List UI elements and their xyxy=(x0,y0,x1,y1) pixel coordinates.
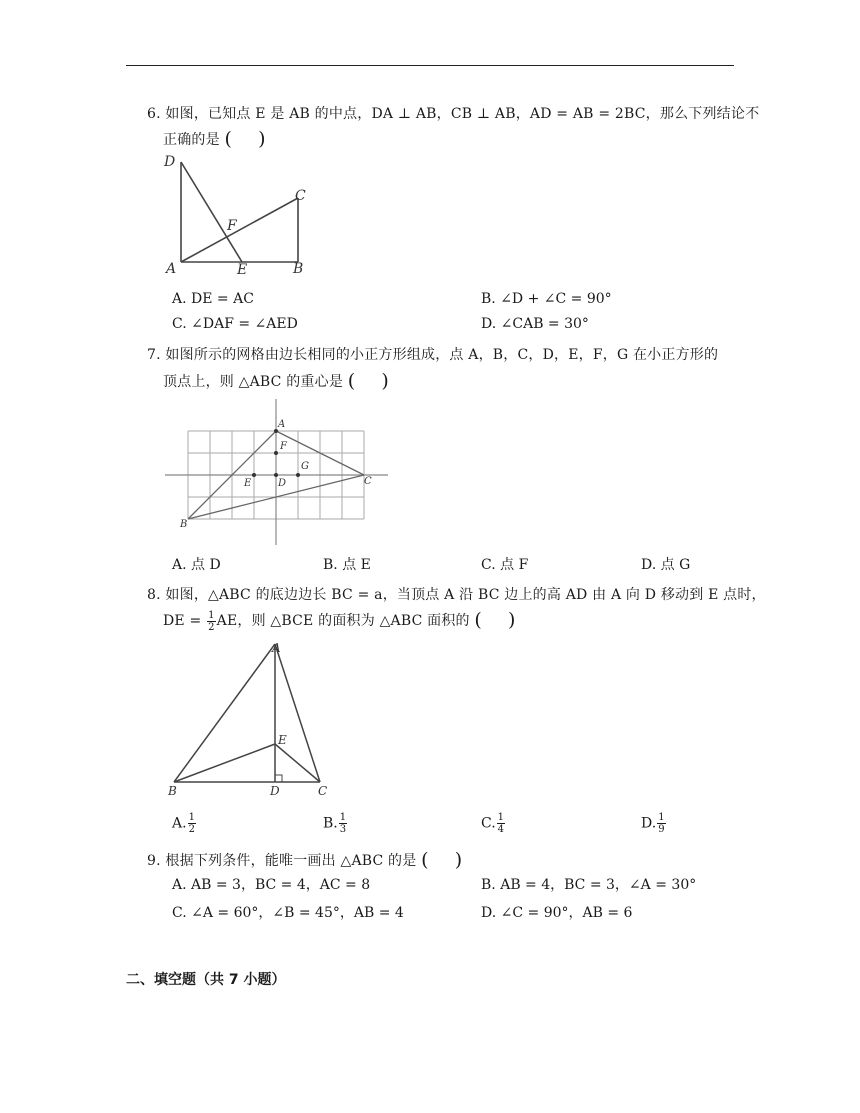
q8-option-d-fraction xyxy=(657,812,665,835)
q6-text-line1: 如图，已知点 E 是 AB 的中点，DA ⊥ AB，CB ⊥ AB，AD = AB = 2BC，那么下列结论不 xyxy=(165,106,760,122)
header-rule xyxy=(126,65,734,66)
q9-option-d-text: ∠C = 90°，AB = 6 xyxy=(500,905,633,921)
q9-option-b-letter: B. xyxy=(481,877,496,893)
q8-option-c[interactable] xyxy=(481,812,506,835)
q6-option-b-text: ∠D + ∠C = 90° xyxy=(500,291,612,307)
q9-option-a-letter: A. xyxy=(172,877,187,893)
q8-number: 8. xyxy=(147,587,161,603)
q8-option-b-fraction xyxy=(339,812,347,835)
q6-line2 xyxy=(163,127,266,149)
q6-option-a-text: DE = AC xyxy=(191,291,254,307)
q7-option-c-letter: C. xyxy=(481,557,496,573)
q8-right-angle-mark xyxy=(275,775,282,782)
q6-number: 6. xyxy=(147,106,161,122)
q6-option-c-text: ∠DAF = ∠AED xyxy=(191,316,298,332)
q8-text-line2-post: AE，则 △BCE 的面积为 △ABC 面积的 xyxy=(216,613,470,629)
q7-point-E xyxy=(252,473,256,477)
q6-label-C: C xyxy=(295,188,306,204)
q7-option-c[interactable] xyxy=(481,554,528,574)
q7-figure xyxy=(160,395,392,547)
q7-option-b-text: 点 E xyxy=(342,557,371,573)
q9-option-a[interactable] xyxy=(172,874,370,894)
q7-point-F xyxy=(274,451,278,455)
q7-label-F: F xyxy=(280,441,287,452)
q8-option-b-den: 3 xyxy=(339,824,347,835)
q8-option-a-num: 1 xyxy=(188,812,195,823)
q6-text-line2: 正确的是 xyxy=(163,132,220,148)
q6-line1 xyxy=(147,103,759,123)
q9-option-a-text: AB = 3，BC = 4，AC = 8 xyxy=(191,877,371,893)
q6-option-a[interactable] xyxy=(172,291,254,307)
q8-option-a[interactable] xyxy=(172,812,197,835)
q8-option-a-letter: A. xyxy=(172,815,187,832)
q9-answer-paren-close: ) xyxy=(454,849,463,871)
q7-line1 xyxy=(147,344,718,364)
q7-option-a-text: 点 D xyxy=(191,557,221,573)
q7-point-D xyxy=(274,473,278,477)
q8-option-b[interactable] xyxy=(323,812,348,835)
q8-figure xyxy=(160,638,340,800)
q8-option-c-letter: C. xyxy=(481,815,496,832)
q6-segment-DE xyxy=(181,162,242,262)
q8-text-line1: 如图，△ABC 的底边边长 BC = a，当顶点 A 沿 BC 边上的高 AD 由 A 向 D 移动到 E 点时， xyxy=(165,587,766,603)
q6-option-d-letter: D. xyxy=(481,316,497,332)
q7-option-b[interactable] xyxy=(323,554,371,574)
q8-label-A: A xyxy=(272,641,281,655)
q9-text-line1: 根据下列条件，能唯一画出 △ABC 的是 xyxy=(165,853,417,869)
q7-option-a-letter: A. xyxy=(172,557,187,573)
q7-text-line2: 顶点上，则 △ABC 的重心是 xyxy=(163,374,344,390)
q8-segment-AB xyxy=(174,644,275,782)
q9-option-d-letter: D. xyxy=(481,905,497,921)
q8-fraction xyxy=(207,610,216,633)
q6-option-b[interactable] xyxy=(481,291,612,307)
q8-fraction-num: 1 xyxy=(208,609,215,621)
q8-option-d-letter: D. xyxy=(641,815,657,832)
q6-answer-paren-open: ( xyxy=(224,128,233,150)
q9-option-c-text: ∠A = 60°，∠B = 45°，AB = 4 xyxy=(191,905,404,921)
q6-answer-paren-close: ) xyxy=(258,128,266,150)
q7-answer-paren-close: ) xyxy=(381,370,389,392)
q7-label-A: A xyxy=(278,419,286,430)
q9-number: 9. xyxy=(147,853,161,869)
q8-option-c-fraction xyxy=(497,812,505,835)
q9-line1 xyxy=(147,848,462,870)
q6-figure xyxy=(160,150,320,280)
q8-option-b-letter: B. xyxy=(323,815,338,832)
q9-answer-paren-open: ( xyxy=(421,849,429,871)
q6-label-E: E xyxy=(237,262,248,278)
q7-line2 xyxy=(163,369,389,391)
q9-option-c[interactable] xyxy=(172,902,404,922)
q7-label-D: D xyxy=(278,478,287,489)
q6-label-F: F xyxy=(227,218,237,234)
q7-option-b-letter: B. xyxy=(323,557,338,573)
q7-label-E: E xyxy=(244,478,252,489)
q8-option-c-den: 4 xyxy=(497,824,505,835)
q8-answer-paren-open: ( xyxy=(474,609,483,631)
q6-option-c[interactable] xyxy=(172,316,298,332)
q8-segment-AC xyxy=(275,644,320,782)
q7-option-d-letter: D. xyxy=(641,557,657,573)
q7-option-d-text: 点 G xyxy=(660,557,691,573)
q6-label-A: A xyxy=(166,261,177,277)
q8-label-C: C xyxy=(318,784,328,798)
q8-option-d-num: 1 xyxy=(658,812,665,823)
q6-option-c-letter: C. xyxy=(172,316,187,332)
q7-option-c-text: 点 F xyxy=(500,557,529,573)
q7-option-d[interactable] xyxy=(641,554,690,574)
q9-option-c-letter: C. xyxy=(172,905,187,921)
q9-option-b-text: AB = 4，BC = 3，∠A = 30° xyxy=(500,877,697,893)
q8-label-B: B xyxy=(168,784,177,798)
q8-option-a-den: 2 xyxy=(188,824,195,835)
q8-option-b-num: 1 xyxy=(339,812,347,823)
q8-fraction-den: 2 xyxy=(208,621,215,633)
q8-label-E: E xyxy=(278,733,287,747)
q6-option-b-letter: B. xyxy=(481,291,496,307)
q8-option-d[interactable] xyxy=(641,812,667,835)
q7-answer-paren-open: ( xyxy=(347,370,356,392)
q8-line1 xyxy=(147,584,766,604)
section-2-title: 二、填空题（共 7 小题） xyxy=(126,972,286,988)
q8-option-a-fraction xyxy=(188,812,196,835)
q9-option-b[interactable] xyxy=(481,874,696,894)
q7-label-G: G xyxy=(301,461,309,472)
q7-text-line1: 如图所示的网格由边长相同的小正方形组成，点 A，B，C，D，E，F，G 在小正方形的 xyxy=(165,347,719,363)
q8-text-line2-pre: DE = xyxy=(163,613,207,629)
q6-label-B: B xyxy=(293,261,304,277)
q6-option-a-letter: A. xyxy=(172,291,187,307)
q8-line2 xyxy=(163,608,516,633)
q6-option-d-text: ∠CAB = 30° xyxy=(500,316,589,332)
q6-label-D: D xyxy=(164,154,176,170)
q9-option-d[interactable] xyxy=(481,902,632,922)
q8-answer-paren-close: ) xyxy=(508,609,516,631)
q8-segment-BE xyxy=(174,744,275,782)
q8-option-c-num: 1 xyxy=(497,812,505,823)
q8-option-d-den: 9 xyxy=(658,824,665,835)
q7-axes xyxy=(165,399,388,545)
q7-label-C: C xyxy=(364,476,372,487)
q7-label-B: B xyxy=(180,519,188,530)
q7-option-a[interactable] xyxy=(172,554,221,574)
q7-point-G xyxy=(296,473,300,477)
q8-label-D: D xyxy=(270,784,280,798)
q6-option-d[interactable] xyxy=(481,316,589,332)
q7-number: 7. xyxy=(147,347,161,363)
q6-segment-AC xyxy=(181,198,298,262)
